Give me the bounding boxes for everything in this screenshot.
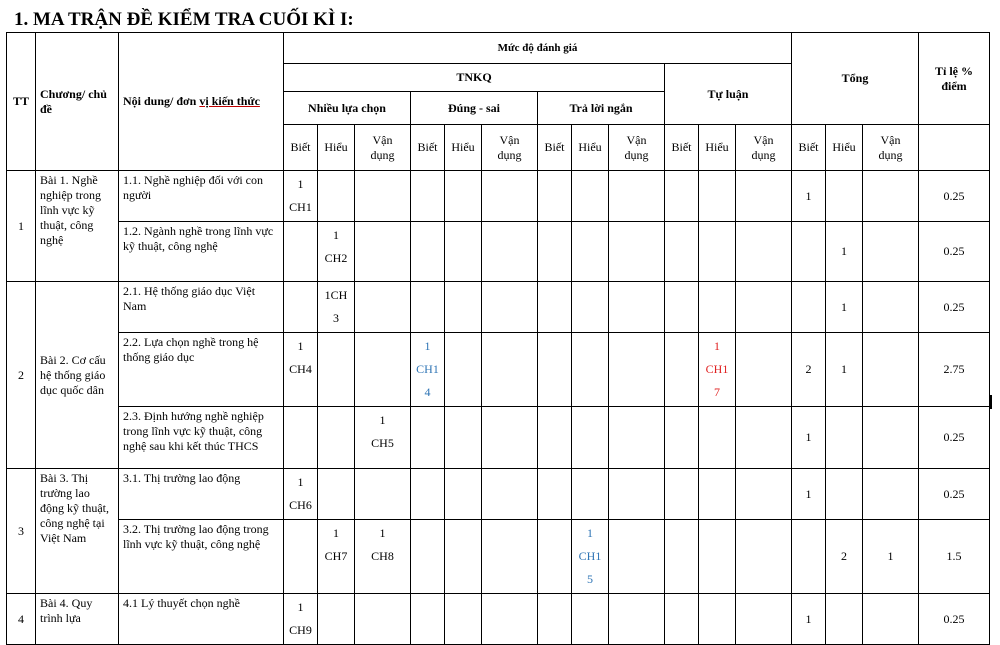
cell-nlc-van: [355, 282, 411, 333]
row-chuong: Bài 2. Cơ cấu hệ thống giáo dục quốc dân: [36, 282, 119, 469]
table-row: [7, 469, 990, 520]
cell-ds-hieu: [445, 594, 482, 645]
header-tl-van-dung: Vận dụng: [736, 125, 792, 171]
header-noidung: Nội dung/ đơn vị kiến thức: [119, 33, 284, 171]
row-tt: 1: [7, 171, 36, 282]
row-noi-dung: 1.2. Ngành nghề trong lĩnh vực kỹ thuật, công nghệ: [119, 222, 284, 282]
cell-nlc-biet: [284, 222, 318, 282]
cell-nlc-van: 1 CH8: [355, 520, 411, 594]
cell-tong-hieu: [826, 594, 863, 645]
cell-nlc-hieu: [318, 594, 355, 645]
cell-tong-biet: [792, 520, 826, 594]
cell-tong-van: [863, 171, 919, 222]
header-ds-biet: Biết: [411, 125, 445, 171]
table-row: [7, 171, 990, 222]
cell-tong-biet: 1: [792, 469, 826, 520]
cell-tong-hieu: 1: [826, 282, 863, 333]
cell-tln-biet: [538, 282, 572, 333]
header-tln-van-dung: Vận dụng: [609, 125, 665, 171]
cell-tong-hieu: 1: [826, 333, 863, 407]
cell-tl-biet: [665, 407, 699, 469]
cell-tong-hieu: [826, 407, 863, 469]
cell-ds-biet: [411, 469, 445, 520]
row-tt: 2: [7, 282, 36, 469]
table-row: [7, 222, 990, 282]
cell-tln-hieu: [572, 222, 609, 282]
cell-tong-van: [863, 407, 919, 469]
header-ti-le-blank: [919, 125, 990, 171]
cell-tl-hieu: 1 CH1 7: [699, 333, 736, 407]
exam-matrix-table: [6, 32, 990, 645]
cell-tl-van: [736, 407, 792, 469]
cell-nlc-hieu: [318, 469, 355, 520]
cell-nlc-van: [355, 594, 411, 645]
row-noi-dung: 4.1 Lý thuyết chọn nghề: [119, 594, 284, 645]
cell-ti-le: 0.25: [919, 282, 990, 333]
cell-tong-hieu: [826, 171, 863, 222]
cell-tl-hieu: [699, 171, 736, 222]
row-chuong: Bài 3. Thị trường lao động kỹ thuật, công nghệ tại Việt Nam: [36, 469, 119, 594]
cell-tl-van: [736, 282, 792, 333]
cell-tong-van: [863, 222, 919, 282]
cell-tln-van: [609, 171, 665, 222]
cell-ds-hieu: [445, 520, 482, 594]
cell-tl-hieu: [699, 407, 736, 469]
cell-tong-biet: 2: [792, 333, 826, 407]
cell-ti-le: 1.5: [919, 520, 990, 594]
cell-nlc-hieu: 1 CH2: [318, 222, 355, 282]
cell-nlc-van: [355, 469, 411, 520]
cell-tl-hieu: [699, 469, 736, 520]
header-tln-biet: Biết: [538, 125, 572, 171]
cell-tl-hieu: [699, 222, 736, 282]
cell-tong-van: [863, 594, 919, 645]
cell-tln-hieu: [572, 333, 609, 407]
header-nlc-biet: Biết: [284, 125, 318, 171]
row-chuong: Bài 1. Nghề nghiệp trong lĩnh vực kỹ thuật, công nghệ: [36, 171, 119, 282]
cell-nlc-biet: [284, 407, 318, 469]
cell-tln-van: [609, 594, 665, 645]
cell-ti-le: 0.25: [919, 407, 990, 469]
header-tl-biet: Biết: [665, 125, 699, 171]
cell-nlc-biet: [284, 282, 318, 333]
row-noi-dung: 2.3. Định hướng nghề nghiệp trong lĩnh vực kỹ thuật, công nghệ sau khi kết thúc THCS: [119, 407, 284, 469]
cell-tln-biet: [538, 333, 572, 407]
page-title: 1. MA TRẬN ĐỀ KIỂM TRA CUỐI KÌ I:: [14, 9, 354, 30]
header-tln-hieu: Hiểu: [572, 125, 609, 171]
table-row: [7, 407, 990, 469]
table-row: [7, 520, 990, 594]
cell-tl-biet: [665, 282, 699, 333]
cell-nlc-van: 1 CH5: [355, 407, 411, 469]
row-noi-dung: 1.1. Nghề nghiệp đối với con người: [119, 171, 284, 222]
cell-ds-biet: 1 CH1 4: [411, 333, 445, 407]
row-noi-dung: 3.1. Thị trường lao động: [119, 469, 284, 520]
cell-tl-biet: [665, 333, 699, 407]
cell-ti-le: 0.25: [919, 171, 990, 222]
cell-nlc-hieu: [318, 333, 355, 407]
cell-nlc-biet: 1 CH6: [284, 469, 318, 520]
table-row: [7, 282, 990, 333]
cell-ds-hieu: [445, 222, 482, 282]
cell-tln-van: [609, 333, 665, 407]
cell-ds-van: [482, 594, 538, 645]
cell-tln-biet: [538, 222, 572, 282]
cell-tong-biet: 1: [792, 594, 826, 645]
cell-tong-biet: [792, 222, 826, 282]
cell-tln-biet: [538, 469, 572, 520]
cell-tl-van: [736, 333, 792, 407]
cell-ti-le: 0.25: [919, 469, 990, 520]
cell-ds-van: [482, 222, 538, 282]
cell-ds-hieu: [445, 171, 482, 222]
cell-nlc-hieu: [318, 407, 355, 469]
cell-tl-biet: [665, 171, 699, 222]
header-tong: Tổng: [792, 33, 919, 125]
cell-tln-hieu: [572, 469, 609, 520]
cell-nlc-biet: 1 CH1: [284, 171, 318, 222]
cell-tln-van: [609, 222, 665, 282]
cell-ds-van: [482, 407, 538, 469]
cell-tong-biet: 1: [792, 171, 826, 222]
header-tong-van-dung: Vận dụng: [863, 125, 919, 171]
cell-nlc-biet: 1 CH4: [284, 333, 318, 407]
table-row: [7, 333, 990, 407]
cell-ds-hieu: [445, 469, 482, 520]
cell-tl-biet: [665, 594, 699, 645]
row-tt: 4: [7, 594, 36, 645]
cell-ds-van: [482, 282, 538, 333]
cell-ds-biet: [411, 407, 445, 469]
header-dung-sai: Đúng - sai: [411, 92, 538, 125]
cell-ds-van: [482, 469, 538, 520]
cell-ds-van: [482, 333, 538, 407]
row-chuong: Bài 4. Quy trình lựa: [36, 594, 119, 645]
cell-nlc-biet: 1 CH9: [284, 594, 318, 645]
cell-nlc-hieu: 1CH 3: [318, 282, 355, 333]
cell-tong-van: [863, 282, 919, 333]
cell-tl-van: [736, 594, 792, 645]
header-nlc-hieu: Hiểu: [318, 125, 355, 171]
cell-ti-le: 2.75: [919, 333, 990, 407]
cell-ds-biet: [411, 171, 445, 222]
cell-ds-hieu: [445, 333, 482, 407]
cell-ds-van: [482, 171, 538, 222]
cell-tl-hieu: [699, 282, 736, 333]
cell-tln-van: [609, 282, 665, 333]
row-noi-dung: 2.1. Hệ thống giáo dục Việt Nam: [119, 282, 284, 333]
cell-tln-van: [609, 407, 665, 469]
header-tnkq: TNKQ: [284, 64, 665, 92]
cell-tong-van: [863, 333, 919, 407]
cell-tl-biet: [665, 222, 699, 282]
cell-ds-biet: [411, 222, 445, 282]
header-tu-luan: Tự luận: [665, 64, 792, 125]
cell-tl-van: [736, 171, 792, 222]
header-ti-le: Tỉ lệ % điểm: [919, 33, 990, 125]
header-tra-loi-ngan: Trả lời ngắn: [538, 92, 665, 125]
cell-ds-hieu: [445, 282, 482, 333]
cell-ds-biet: [411, 520, 445, 594]
cell-tong-hieu: 1: [826, 222, 863, 282]
cell-tong-biet: [792, 282, 826, 333]
cell-tln-biet: [538, 520, 572, 594]
cell-tl-hieu: [699, 520, 736, 594]
cell-tln-hieu: [572, 171, 609, 222]
cell-tln-hieu: [572, 282, 609, 333]
cell-tong-van: [863, 469, 919, 520]
cell-tln-biet: [538, 594, 572, 645]
cell-tln-van: [609, 469, 665, 520]
cell-tl-van: [736, 520, 792, 594]
header-tong-hieu: Hiểu: [826, 125, 863, 171]
row-noi-dung: 3.2. Thị trường lao động trong lĩnh vực kỹ thuật, công nghệ: [119, 520, 284, 594]
cell-tong-biet: 1: [792, 407, 826, 469]
cell-tl-biet: [665, 520, 699, 594]
cell-tl-biet: [665, 469, 699, 520]
header-chuong: Chương/ chủ đề: [36, 33, 119, 171]
cell-tong-hieu: [826, 469, 863, 520]
cell-tong-van: 1: [863, 520, 919, 594]
cell-tl-van: [736, 222, 792, 282]
cell-ti-le: 0.25: [919, 222, 990, 282]
cell-ds-biet: [411, 594, 445, 645]
cell-ds-hieu: [445, 407, 482, 469]
row-noi-dung: 2.2. Lựa chọn nghề trong hệ thống giáo dục: [119, 333, 284, 407]
cell-nlc-biet: [284, 520, 318, 594]
header-ds-hieu: Hiểu: [445, 125, 482, 171]
cell-tln-van: [609, 520, 665, 594]
header-nhieu-lua-chon: Nhiều lựa chọn: [284, 92, 411, 125]
cell-tln-hieu: [572, 594, 609, 645]
row-tt: 3: [7, 469, 36, 594]
cell-tong-hieu: 2: [826, 520, 863, 594]
cell-nlc-van: [355, 171, 411, 222]
cell-ti-le: 0.25: [919, 594, 990, 645]
header-tl-hieu: Hiểu: [699, 125, 736, 171]
cell-nlc-hieu: 1 CH7: [318, 520, 355, 594]
cell-ds-biet: [411, 282, 445, 333]
cell-tln-hieu: 1 CH1 5: [572, 520, 609, 594]
cell-tln-hieu: [572, 407, 609, 469]
header-nlc-van-dung: Vận dụng: [355, 125, 411, 171]
header-ds-van-dung: Vận dụng: [482, 125, 538, 171]
cell-ds-van: [482, 520, 538, 594]
cell-tl-van: [736, 469, 792, 520]
header-tong-biet: Biết: [792, 125, 826, 171]
cell-nlc-van: [355, 222, 411, 282]
text-cursor: [990, 395, 992, 409]
header-tt: TT: [7, 33, 36, 171]
cell-tln-biet: [538, 171, 572, 222]
cell-nlc-van: [355, 333, 411, 407]
cell-nlc-hieu: [318, 171, 355, 222]
cell-tl-hieu: [699, 594, 736, 645]
header-muc-do-danh-gia: Mức độ đánh giá: [284, 33, 792, 64]
table-row: [7, 594, 990, 645]
cell-tln-biet: [538, 407, 572, 469]
